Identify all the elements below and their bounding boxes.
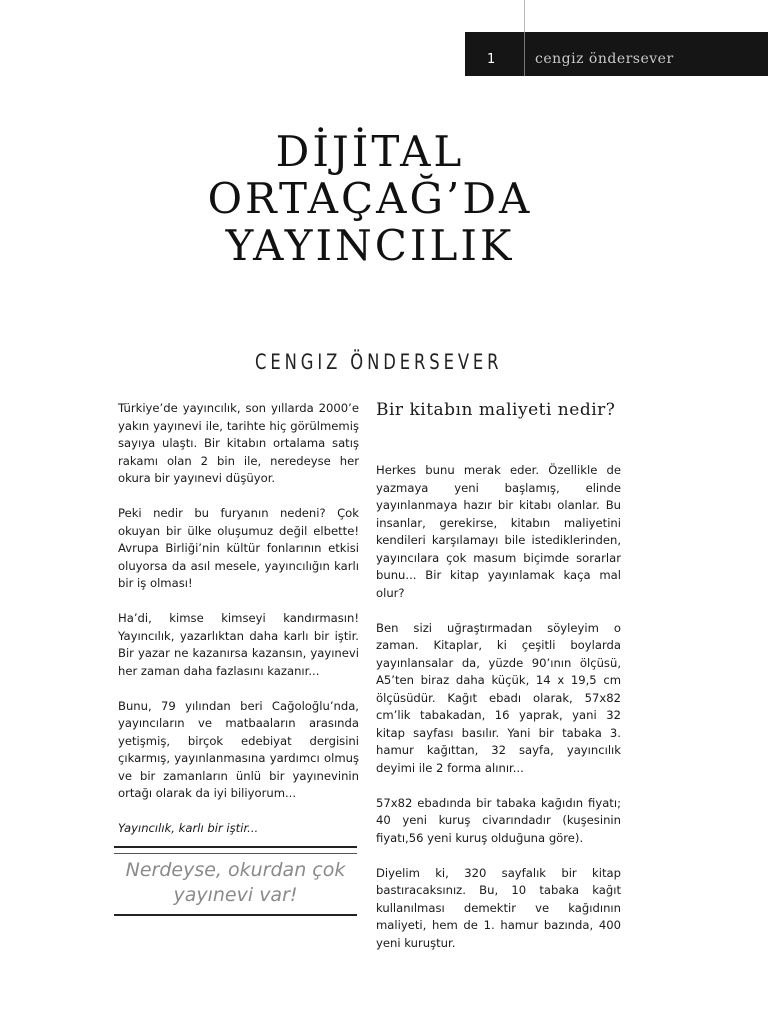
- section-heading: Bir kitabın maliyeti nedir?: [376, 400, 616, 420]
- left-column: [118, 400, 359, 838]
- article-author: CENGIZ ÖNDERSEVER: [255, 350, 503, 374]
- italic-paragraph: Yayıncılık, karlı bir iştir...: [118, 821, 259, 835]
- paragraph: Diyelim ki, 320 sayfalık bir kitap bastıracaksınız. Bu, 10 tabaka kağıt kullanılması demektir ve kağıdının maliyeti, hem de 1. hamur bazında, 400 yeni kuruştur.: [376, 865, 621, 950]
- paragraph: Peki nedir bu furyanın nedeni? Çok okuyan bir ülke oluşumuz değil elbette! Avrupa Birliği’nin kültür fonlarının etkisi oluyorsa da asıl mesele, yayıncılığın karlı bir iş olması!: [118, 506, 359, 590]
- paragraph: Herkes bunu merak eder. Özellikle de yazmaya yeni başlamış, elinde yayınlanmaya hazır bir kitabı olanlar. Bu insanlar, gerekirse, kitabın maliyetini kendileri karşılamayı bile istediklerinden, yayıncılara çok masum biçimde sorarlar bunu... Bir kitap yayınlamak kaça mal olur?: [376, 463, 621, 600]
- paragraph: Ben sizi uğraştırmadan söyleyim o zaman. Kitaplar, ki çeşitli boylarda yayınlansalar da, yüzde 90’ının ölçüsü, A5’ten biraz daha küçük, 14 x 19,5 cm ölçüsüdür. Kağıt ebadı olarak, 57x82 cm’lik tabakadan, 16 yaprak, yani 32 kitap sayfası basılır. Yani bir tabaka 3. hamur kağıttan, 32 sayfa, yayıncılık deyimi ile 2 forma alınır...: [376, 620, 621, 775]
- title-line: DİJİTAL: [275, 127, 465, 176]
- article-title: [0, 128, 740, 269]
- running-header: [465, 32, 768, 76]
- pull-quote-text: Nerdeyse, okurdan çok yayınevi var!: [114, 853, 357, 908]
- page-number: 1: [487, 52, 496, 67]
- title-line: YAYINCILIK: [225, 221, 515, 270]
- header-divider: [524, 32, 525, 76]
- pull-quote: [114, 846, 357, 916]
- right-column: [376, 462, 621, 970]
- paragraph: Türkiye’de yayıncılık, son yıllarda 2000’e yakın yayınevi ile, tarihte hiç görülmemiş sayıya ulaştı. Bir kitabın ortalama satış rakamı olan 2 bin ile, neredeyse her okura bir yayınevi düşüyor.: [118, 401, 359, 485]
- running-header-author: cengiz öndersever: [535, 51, 674, 67]
- paragraph: Bunu, 79 yılından beri Cağoloğlu’nda, yayıncıların ve matbaaların arasında yetişmiş, birçok edebiyat dergisini çıkarmış, yayınlanmasına yardımcı olmuş ve bir zamanların ünlü bir yayınevinin ortağı olarak da iyi biliyorum...: [118, 698, 359, 800]
- paragraph: 57x82 ebadında bir tabaka kağıdın fiyatı; 40 yeni kuruş civarındadır (kuşesinin fiyatı,56 yeni kuruş olduğuna göre).: [376, 795, 621, 845]
- paragraph: Ha’di, kimse kimseyi kandırmasın! Yayıncılık, yazarlıktan daha karlı bir iştir. Bir yazar ne kazanırsa kazansın, yayınevi her zaman daha fazlasını kazanır...: [118, 611, 359, 678]
- title-line: ORTAÇAĞ’DA: [207, 174, 533, 223]
